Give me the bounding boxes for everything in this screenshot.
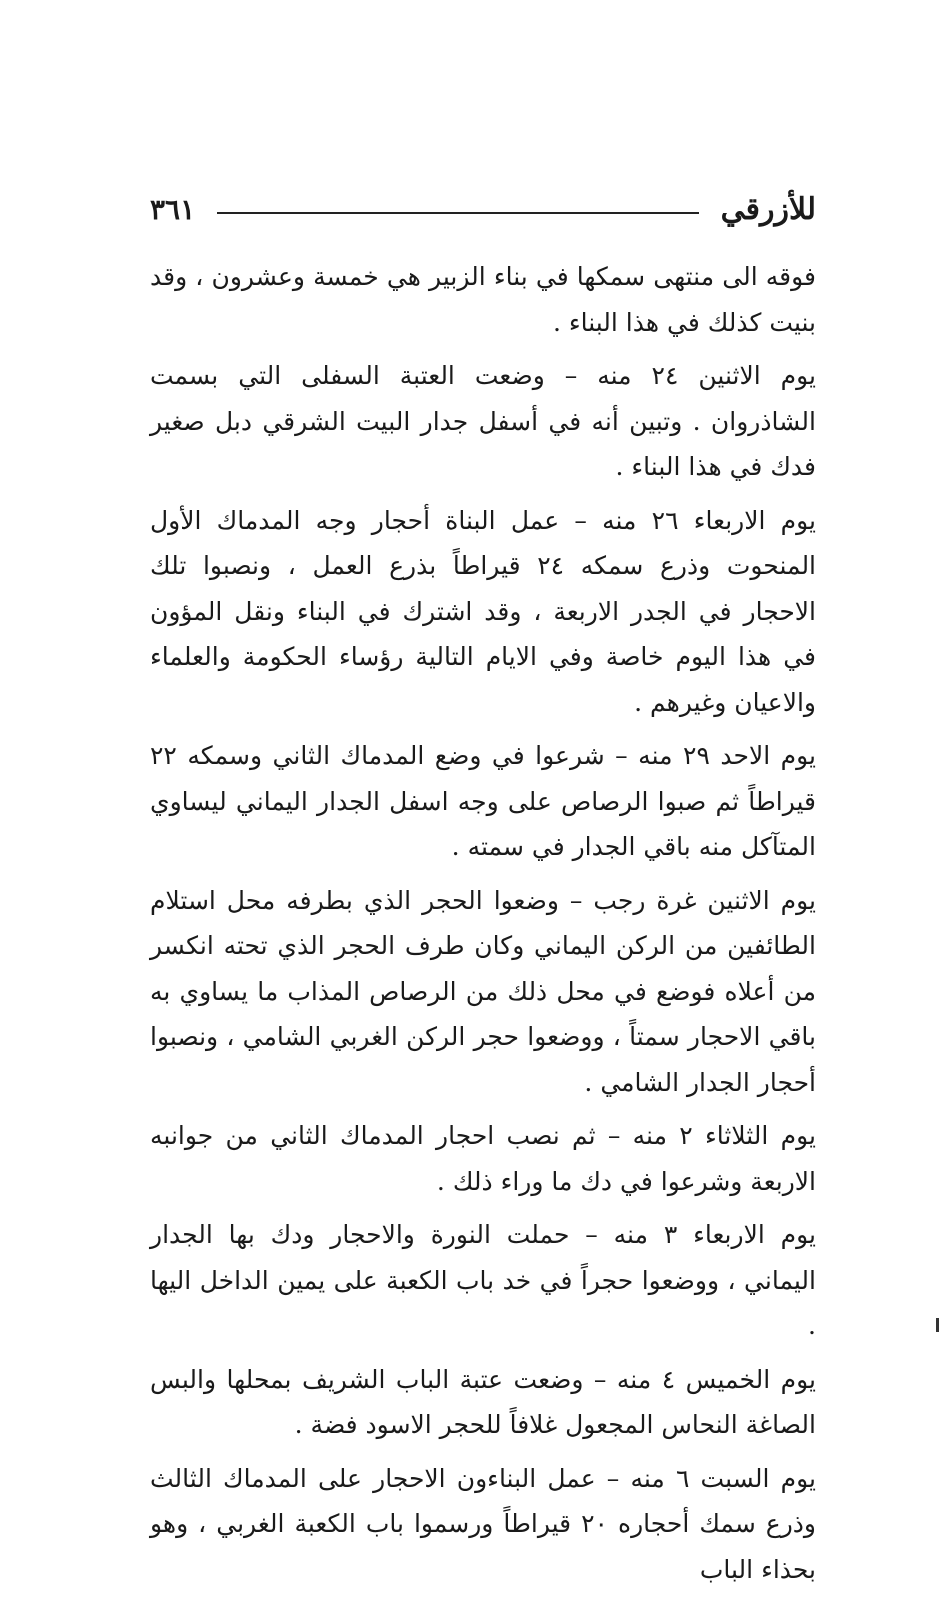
running-title: للأزرقي [720, 192, 816, 227]
paragraph: يوم الاحد ٢٩ منه – شرعوا في وضع المدماك الثاني وسمكه ٢٢ قيراطاً ثم صبوا الرصاص على وجه اسفل الجدار اليماني ليساوي المتآكل منه باقي الجدار في سمته . [150, 741, 816, 861]
paragraph: يوم الاربعاء ٣ منه – حملت النورة والاحجار ودك بها الجدار اليماني ، ووضعوا حجراً في خد باب الكعبة على يمين الداخل اليها . [150, 1220, 816, 1340]
paragraph: يوم الخميس ٤ منه – وضعت عتبة الباب الشريف بمحلها والبس الصاغة النحاس المجعول غلافاً للحجر الاسود فضة . [150, 1364, 816, 1439]
running-head [150, 190, 816, 230]
header-rule [217, 212, 699, 214]
paragraph: فوقه الى منتهى سمكها في بناء الزبير هي خمسة وعشرون ، وقد بنيت كذلك في هذا البناء . [150, 262, 816, 337]
paragraph: يوم الثلاثاء ٢ منه – ثم نصب احجار المدماك الثاني من جوانبه الاربعة وشرعوا في دك ما وراء ذلك . [150, 1121, 816, 1196]
page-number: ٣٦١ [150, 193, 196, 226]
paragraph: يوم الاثنين ٢٤ منه – وضعت العتبة السفلى التي بسمت الشاذروان . وتبين أنه في أسفل جدار البيت الشرقي دبل صغير فدك في هذا البناء . [150, 361, 816, 481]
scan-margin-mark [936, 1318, 939, 1332]
paragraph: يوم السبت ٦ منه – عمل البناءون الاحجار على المدماك الثالث وذرع سمك أحجاره ٢٠ قيراطاً ورسموا باب الكعبة الغربي ، وهو بحذاء الباب [150, 1463, 816, 1584]
body-text [150, 254, 816, 1600]
paragraph: يوم الاثنين غرة رجب – وضعوا الحجر الذي بطرفه محل استلام الطائفين من الركن اليماني وكان طرف الحجر الذي تحته انكسر من أعلاه فوضع في محل ذلك من الرصاص المذاب ما يساوي به باقي الاحجار سمتاً ، ووضعوا حجر الركن الغربي الشامي ، ونصبوا أحجار الجدار الشامي . [150, 885, 816, 1097]
paragraph: يوم الاربعاء ٢٦ منه – عمل البناة أحجار وجه المدماك الأول المنحوت وذرع سمكه ٢٤ قيراطاً بذرع العمل ، ونصبوا تلك الاحجار في الجدر الاربعة ، وقد اشترك في البناء ونقل المؤون في هذا اليوم خاصة وفي الايام التالية رؤساء الحكومة والعلماء والاعيان وغيرهم . [150, 505, 817, 717]
